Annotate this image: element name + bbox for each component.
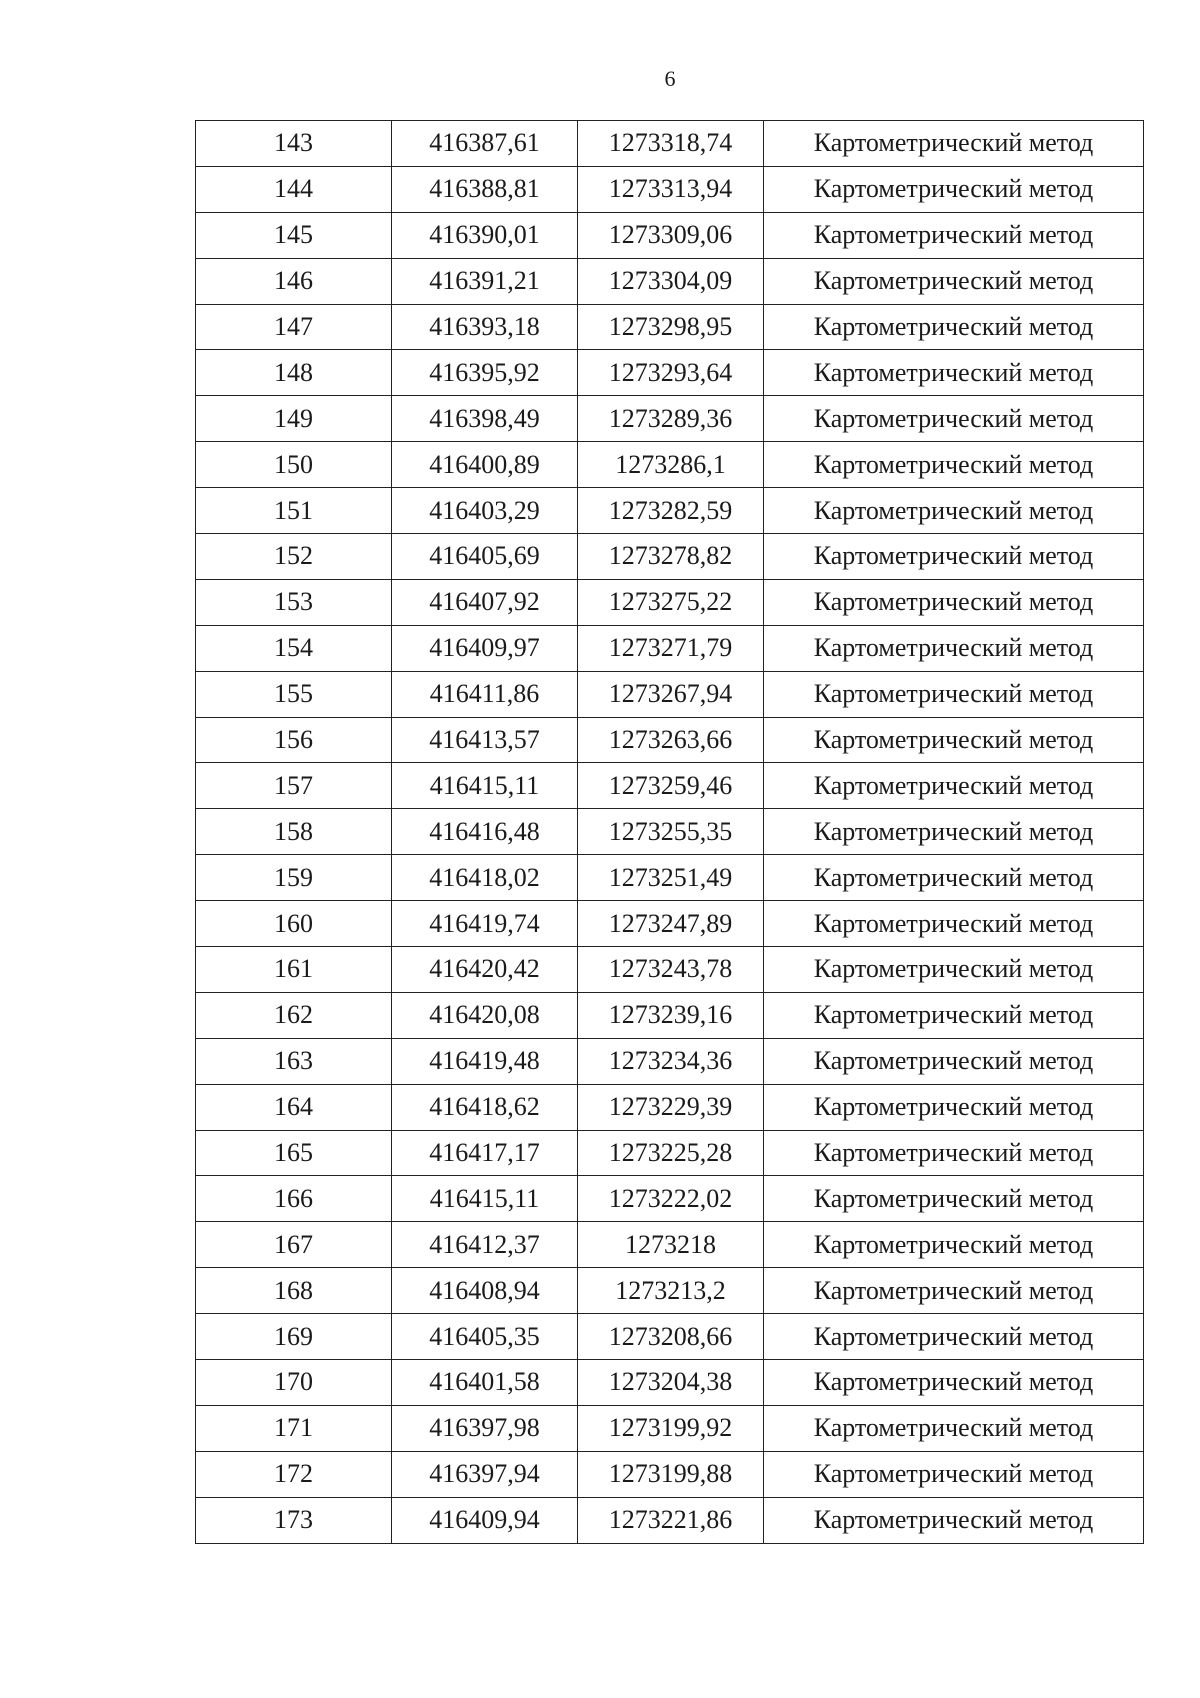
point-number-cell: 153 <box>196 579 392 625</box>
method-cell: Картометрический метод <box>764 1268 1144 1314</box>
method-cell: Картометрический метод <box>764 1038 1144 1084</box>
point-number-cell: 154 <box>196 625 392 671</box>
table-row <box>196 579 1144 625</box>
y-coordinate-cell: 1273204,38 <box>578 1360 764 1406</box>
table-row <box>196 1130 1144 1176</box>
table-row <box>196 1497 1144 1543</box>
x-coordinate-cell: 416417,17 <box>392 1130 578 1176</box>
x-coordinate-cell: 416398,49 <box>392 396 578 442</box>
y-coordinate-cell: 1273221,86 <box>578 1497 764 1543</box>
method-cell: Картометрический метод <box>764 166 1144 212</box>
table-row <box>196 442 1144 488</box>
table-row <box>196 763 1144 809</box>
point-number-cell: 172 <box>196 1451 392 1497</box>
y-coordinate-cell: 1273271,79 <box>578 625 764 671</box>
page-number: 6 <box>664 66 676 91</box>
method-cell: Картометрический метод <box>764 1497 1144 1543</box>
x-coordinate-cell: 416395,92 <box>392 350 578 396</box>
table-row <box>196 1038 1144 1084</box>
table-row <box>196 1360 1144 1406</box>
table-row <box>196 396 1144 442</box>
point-number-cell: 163 <box>196 1038 392 1084</box>
method-cell: Картометрический метод <box>764 855 1144 901</box>
method-cell: Картометрический метод <box>764 1360 1144 1406</box>
method-cell: Картометрический метод <box>764 304 1144 350</box>
y-coordinate-cell: 1273275,22 <box>578 579 764 625</box>
table-row <box>196 350 1144 396</box>
method-cell: Картометрический метод <box>764 809 1144 855</box>
y-coordinate-cell: 1273298,95 <box>578 304 764 350</box>
method-cell: Картометрический метод <box>764 625 1144 671</box>
table-row <box>196 1176 1144 1222</box>
point-number-cell: 171 <box>196 1405 392 1451</box>
method-cell: Картометрический метод <box>764 212 1144 258</box>
point-number-cell: 168 <box>196 1268 392 1314</box>
x-coordinate-cell: 416403,29 <box>392 488 578 534</box>
y-coordinate-cell: 1273263,66 <box>578 717 764 763</box>
x-coordinate-cell: 416391,21 <box>392 258 578 304</box>
y-coordinate-cell: 1273293,64 <box>578 350 764 396</box>
y-coordinate-cell: 1273259,46 <box>578 763 764 809</box>
y-coordinate-cell: 1273255,35 <box>578 809 764 855</box>
table-row <box>196 1405 1144 1451</box>
x-coordinate-cell: 416418,62 <box>392 1084 578 1130</box>
table-row <box>196 1268 1144 1314</box>
x-coordinate-cell: 416419,74 <box>392 901 578 947</box>
method-cell: Картометрический метод <box>764 992 1144 1038</box>
point-number-cell: 156 <box>196 717 392 763</box>
x-coordinate-cell: 416405,35 <box>392 1314 578 1360</box>
y-coordinate-cell: 1273309,06 <box>578 212 764 258</box>
table-row <box>196 166 1144 212</box>
point-number-cell: 167 <box>196 1222 392 1268</box>
table-row <box>196 488 1144 534</box>
method-cell: Картометрический метод <box>764 350 1144 396</box>
point-number-cell: 150 <box>196 442 392 488</box>
method-cell: Картометрический метод <box>764 1222 1144 1268</box>
table-row <box>196 212 1144 258</box>
coordinates-table <box>195 120 1144 1544</box>
y-coordinate-cell: 1273289,36 <box>578 396 764 442</box>
method-cell: Картометрический метод <box>764 121 1144 167</box>
x-coordinate-cell: 416420,08 <box>392 992 578 1038</box>
point-number-cell: 169 <box>196 1314 392 1360</box>
point-number-cell: 148 <box>196 350 392 396</box>
table-row <box>196 809 1144 855</box>
table-row <box>196 947 1144 993</box>
method-cell: Картометрический метод <box>764 258 1144 304</box>
x-coordinate-cell: 416419,48 <box>392 1038 578 1084</box>
point-number-cell: 164 <box>196 1084 392 1130</box>
method-cell: Картометрический метод <box>764 442 1144 488</box>
table-row <box>196 258 1144 304</box>
point-number-cell: 160 <box>196 901 392 947</box>
y-coordinate-cell: 1273234,36 <box>578 1038 764 1084</box>
point-number-cell: 149 <box>196 396 392 442</box>
y-coordinate-cell: 1273251,49 <box>578 855 764 901</box>
y-coordinate-cell: 1273282,59 <box>578 488 764 534</box>
y-coordinate-cell: 1273318,74 <box>578 121 764 167</box>
x-coordinate-cell: 416411,86 <box>392 671 578 717</box>
y-coordinate-cell: 1273225,28 <box>578 1130 764 1176</box>
y-coordinate-cell: 1273313,94 <box>578 166 764 212</box>
x-coordinate-cell: 416401,58 <box>392 1360 578 1406</box>
x-coordinate-cell: 416412,37 <box>392 1222 578 1268</box>
point-number-cell: 146 <box>196 258 392 304</box>
table-row <box>196 534 1144 580</box>
point-number-cell: 166 <box>196 1176 392 1222</box>
method-cell: Картометрический метод <box>764 488 1144 534</box>
method-cell: Картометрический метод <box>764 1451 1144 1497</box>
x-coordinate-cell: 416409,97 <box>392 625 578 671</box>
x-coordinate-cell: 416415,11 <box>392 763 578 809</box>
method-cell: Картометрический метод <box>764 671 1144 717</box>
y-coordinate-cell: 1273199,92 <box>578 1405 764 1451</box>
point-number-cell: 173 <box>196 1497 392 1543</box>
y-coordinate-cell: 1273243,78 <box>578 947 764 993</box>
coordinates-table-body <box>196 121 1144 1544</box>
y-coordinate-cell: 1273278,82 <box>578 534 764 580</box>
table-row <box>196 304 1144 350</box>
point-number-cell: 158 <box>196 809 392 855</box>
y-coordinate-cell: 1273247,89 <box>578 901 764 947</box>
method-cell: Картометрический метод <box>764 763 1144 809</box>
method-cell: Картометрический метод <box>764 1314 1144 1360</box>
y-coordinate-cell: 1273199,88 <box>578 1451 764 1497</box>
table-row <box>196 992 1144 1038</box>
point-number-cell: 159 <box>196 855 392 901</box>
method-cell: Картометрический метод <box>764 1405 1144 1451</box>
method-cell: Картометрический метод <box>764 947 1144 993</box>
table-row <box>196 1222 1144 1268</box>
method-cell: Картометрический метод <box>764 1130 1144 1176</box>
method-cell: Картометрический метод <box>764 396 1144 442</box>
y-coordinate-cell: 1273218 <box>578 1222 764 1268</box>
point-number-cell: 155 <box>196 671 392 717</box>
x-coordinate-cell: 416388,81 <box>392 166 578 212</box>
y-coordinate-cell: 1273304,09 <box>578 258 764 304</box>
x-coordinate-cell: 416420,42 <box>392 947 578 993</box>
table-row <box>196 1451 1144 1497</box>
method-cell: Картометрический метод <box>764 1084 1144 1130</box>
x-coordinate-cell: 416397,98 <box>392 1405 578 1451</box>
point-number-cell: 151 <box>196 488 392 534</box>
x-coordinate-cell: 416413,57 <box>392 717 578 763</box>
x-coordinate-cell: 416405,69 <box>392 534 578 580</box>
point-number-cell: 170 <box>196 1360 392 1406</box>
x-coordinate-cell: 416397,94 <box>392 1451 578 1497</box>
x-coordinate-cell: 416387,61 <box>392 121 578 167</box>
point-number-cell: 144 <box>196 166 392 212</box>
y-coordinate-cell: 1273267,94 <box>578 671 764 717</box>
point-number-cell: 143 <box>196 121 392 167</box>
y-coordinate-cell: 1273213,2 <box>578 1268 764 1314</box>
x-coordinate-cell: 416407,92 <box>392 579 578 625</box>
method-cell: Картометрический метод <box>764 1176 1144 1222</box>
y-coordinate-cell: 1273229,39 <box>578 1084 764 1130</box>
method-cell: Картометрический метод <box>764 901 1144 947</box>
point-number-cell: 147 <box>196 304 392 350</box>
method-cell: Картометрический метод <box>764 534 1144 580</box>
y-coordinate-cell: 1273286,1 <box>578 442 764 488</box>
x-coordinate-cell: 416409,94 <box>392 1497 578 1543</box>
x-coordinate-cell: 416408,94 <box>392 1268 578 1314</box>
table-row <box>196 121 1144 167</box>
point-number-cell: 162 <box>196 992 392 1038</box>
table-row <box>196 717 1144 763</box>
point-number-cell: 165 <box>196 1130 392 1176</box>
point-number-cell: 145 <box>196 212 392 258</box>
table-row <box>196 855 1144 901</box>
coordinates-table-container <box>195 120 1143 1544</box>
table-row <box>196 901 1144 947</box>
x-coordinate-cell: 416393,18 <box>392 304 578 350</box>
point-number-cell: 152 <box>196 534 392 580</box>
table-row <box>196 1084 1144 1130</box>
point-number-cell: 157 <box>196 763 392 809</box>
x-coordinate-cell: 416415,11 <box>392 1176 578 1222</box>
x-coordinate-cell: 416390,01 <box>392 212 578 258</box>
table-row <box>196 671 1144 717</box>
x-coordinate-cell: 416418,02 <box>392 855 578 901</box>
x-coordinate-cell: 416400,89 <box>392 442 578 488</box>
table-row <box>196 1314 1144 1360</box>
method-cell: Картометрический метод <box>764 717 1144 763</box>
y-coordinate-cell: 1273208,66 <box>578 1314 764 1360</box>
y-coordinate-cell: 1273222,02 <box>578 1176 764 1222</box>
table-row <box>196 625 1144 671</box>
point-number-cell: 161 <box>196 947 392 993</box>
x-coordinate-cell: 416416,48 <box>392 809 578 855</box>
method-cell: Картометрический метод <box>764 579 1144 625</box>
y-coordinate-cell: 1273239,16 <box>578 992 764 1038</box>
